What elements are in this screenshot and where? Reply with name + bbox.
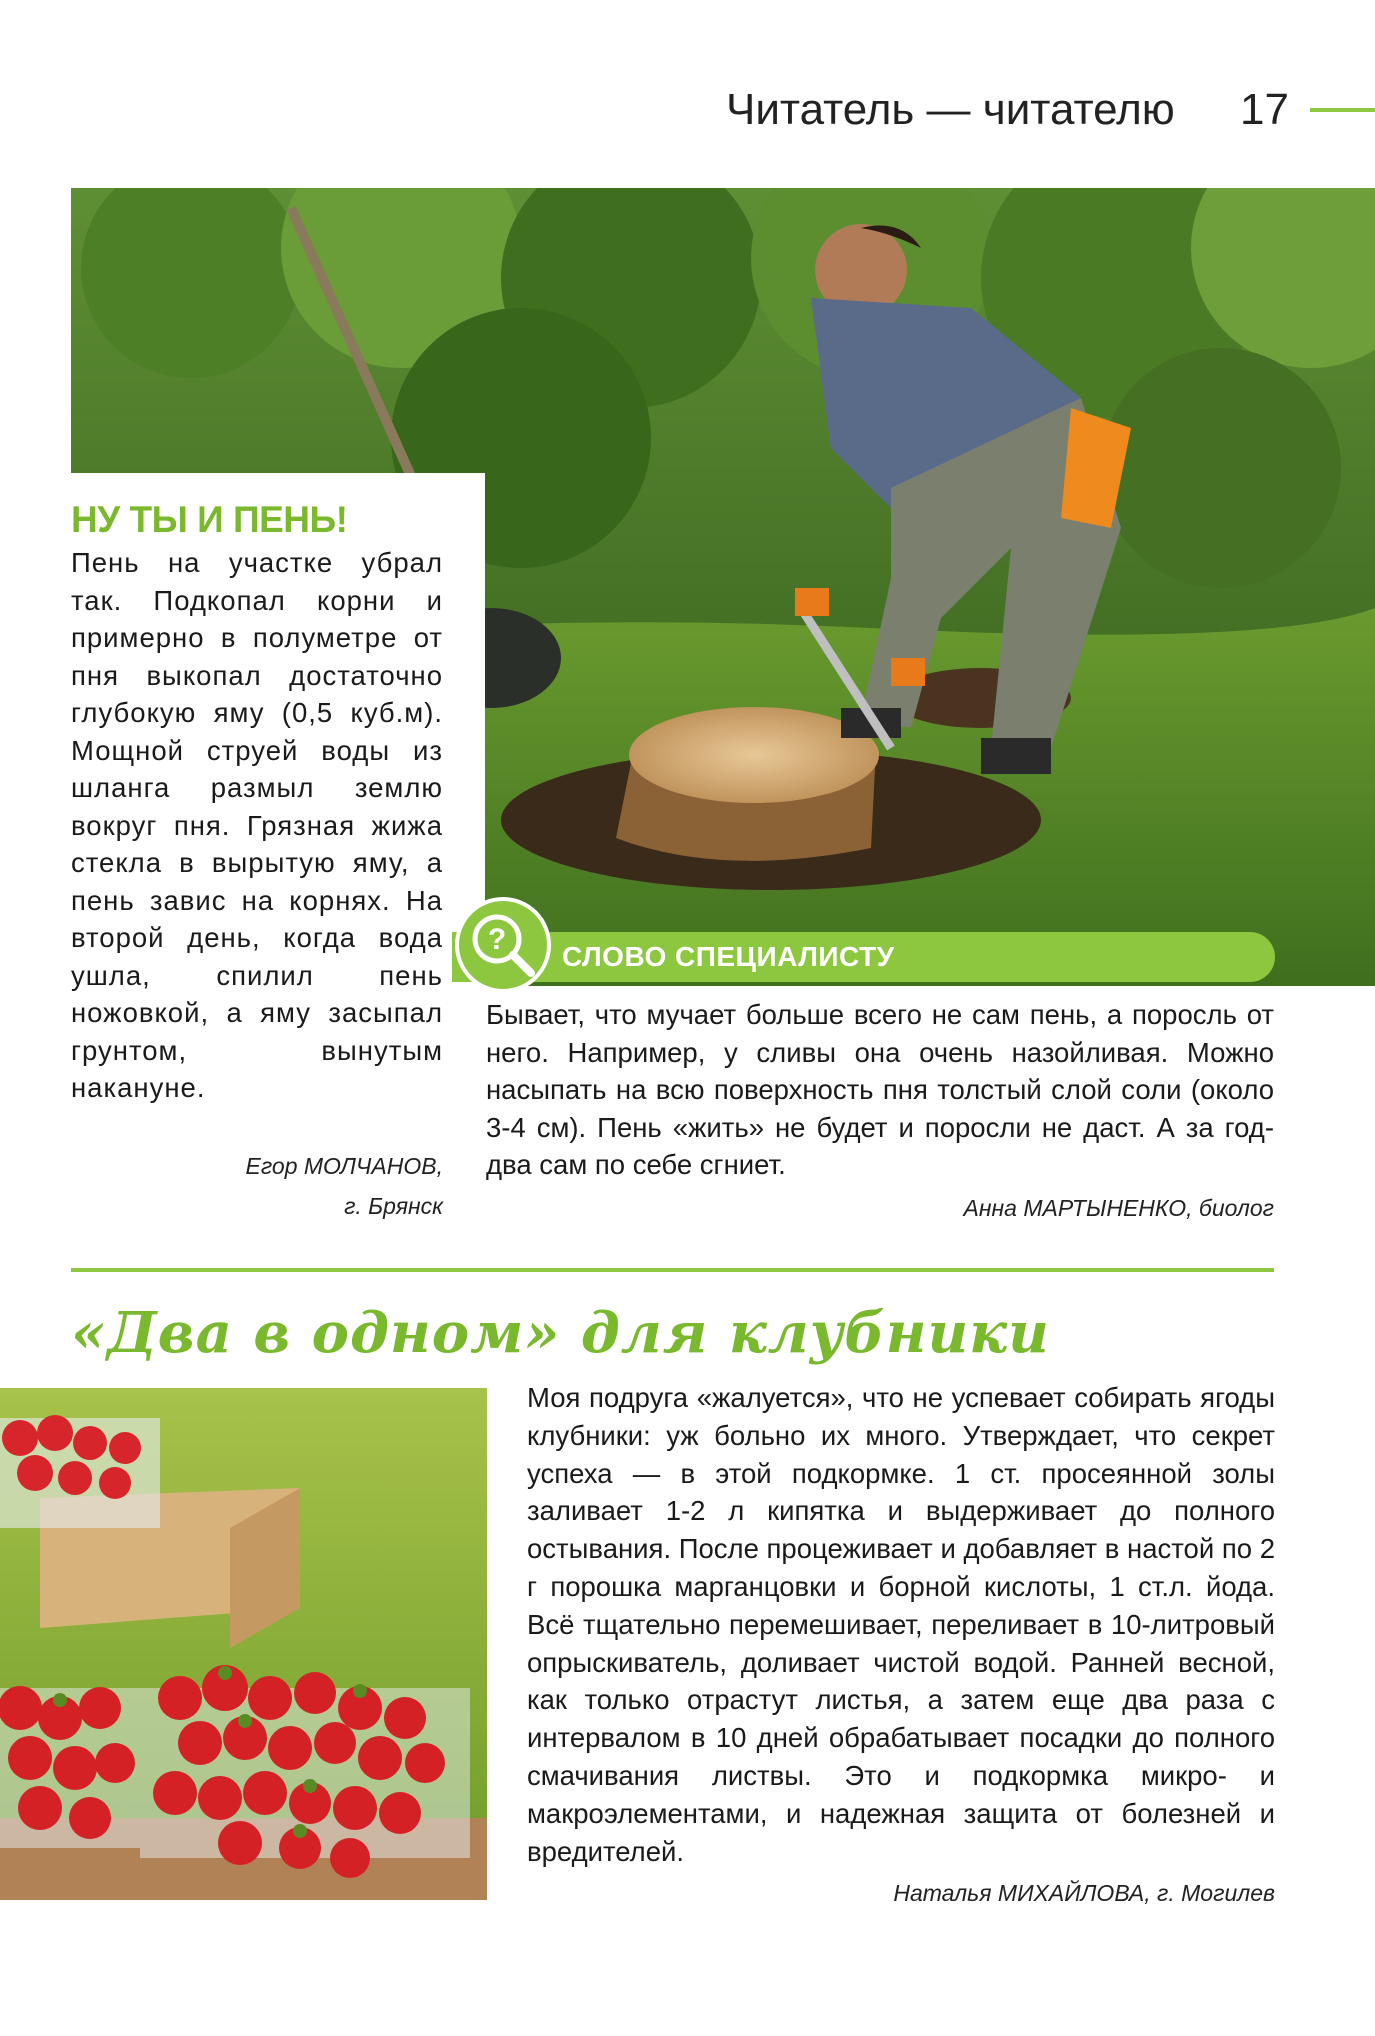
strawberry-photo [0,1388,487,1900]
specialist-author: Анна МАРТЫНЕНКО, биолог [963,1195,1274,1221]
article-title: «Два в одном» для клубники [71,1300,1050,1366]
sidebar-body [71,544,443,1107]
section-divider [71,1268,1274,1272]
sidebar-paragraph: Пень на участке убрал так. Подкопал корни и примерно в полуметре от пня выкопал достаточно глубокую яму (0,5 куб.м). Мощной струей воды из шланга размыл землю вокруг пня. Грязная жижа стекла в вырытую яму, а пень завис на корнях. На второй день, когда вода ушла, спилил пень ножовкой, а яму засыпал грунтом, вынутым накануне. [71,547,443,1103]
article-body: Моя подруга «жалуется», что не успевает собирать ягоды клубники: уж больно их много. Утверждает, что секрет успеха — в этой подкормке. 1 ст. просеянной золы заливает 1-2 л кипятка и выдерживает до полного остывания. После процеживает и добавляет в настой по 2 г порошка марганцовки и борной кислоты, 1 ст.л. йода. Всё тщательно перемешивает, переливает в 10-литровый опрыскиватель, доливает чистой водой. Ранней весной, как только отрастут листья, а затем еще два раза с интервалом в 10 дней обрабатывает посадки до полного смачивания листвы. Это и подкормка микро- и макроэлементами, и надежная защита от болезней и вредителей. [527,1382,1275,1867]
header-rule [1310,108,1375,112]
section-title: Читатель — читателю [726,85,1175,134]
sidebar-author: Егор МОЛЧАНОВ, [245,1153,443,1179]
specialist-label: СЛОВО СПЕЦИАЛИСТУ [562,941,895,972]
sidebar-title: НУ ТЫ И ПЕНЬ! [71,499,348,540]
specialist-body: Бывает, что мучает больше всего не сам пень, а поросль от него. Например, у сливы она очень назойливая. Можно насыпать на всю поверхность пня толстый слой соли (около 3-4 см). Пень «жить» не будет и поросли не даст. А за год-два сам по себе сгниет. [486,999,1274,1180]
article-author: Наталья МИХАЙЛОВА, г. Могилев [893,1880,1275,1906]
svg-text:?: ? [487,923,507,956]
sidebar-city: г. Брянск [344,1193,443,1219]
page-number: 17 [1240,85,1289,134]
question-magnifier-icon [455,897,551,993]
